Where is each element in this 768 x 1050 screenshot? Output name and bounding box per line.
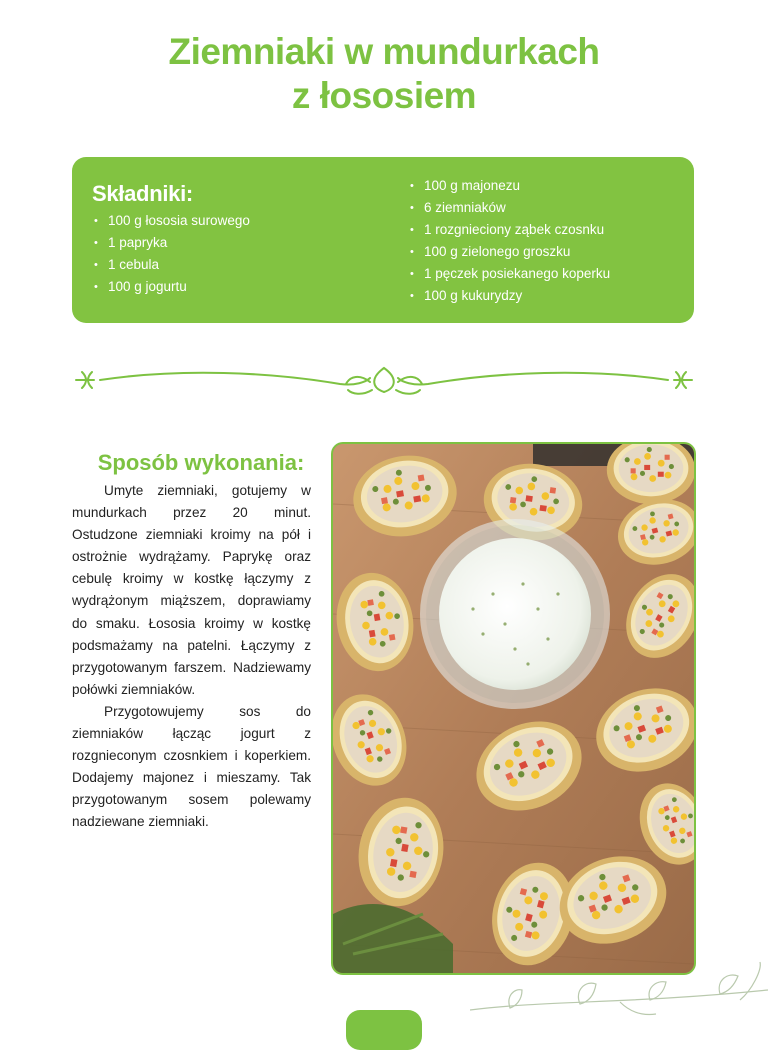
ingredients-heading: Składniki: bbox=[92, 181, 193, 206]
recipe-title-line-1: Ziemniaki w mundurkach bbox=[168, 31, 600, 72]
recipe-title-line-2: z łososiem bbox=[291, 75, 477, 116]
ingredients-box bbox=[72, 157, 694, 323]
ingredient-item: • 100 g jogurtu bbox=[92, 276, 250, 298]
ingredient-item: • 100 g łososia surowego bbox=[92, 210, 250, 232]
method-text bbox=[72, 480, 311, 834]
ingredient-item: • 1 rozgnieciony ząbek czosnku bbox=[408, 219, 610, 241]
ingredient-item: • 6 ziemniaków bbox=[408, 197, 610, 219]
ingredients-list-right bbox=[408, 175, 610, 307]
recipe-title bbox=[0, 30, 768, 118]
dish-photo bbox=[331, 442, 696, 975]
method-paragraph: Umyte ziemniaki, gotujemy w mundurkach przez 20 minut. Ostudzone ziemniaki kroimy na pół i ostrożnie wydrążamy. Paprykę oraz cebulę kroimy w kostkę łączymy z wydrążonym miąższem, doprawiamy do smaku. Łososia kroimy w kostkę podsmażamy na patelni. Łączymy z przygotowanym farszem. Nadziewamy połówki ziemniaków. bbox=[72, 483, 311, 697]
page-number-tab bbox=[346, 1010, 422, 1050]
ingredient-item: • 100 g zielonego groszku bbox=[408, 241, 610, 263]
ingredient-item: • 1 cebula bbox=[92, 254, 250, 276]
ingredients-list-left bbox=[92, 210, 250, 298]
ornament-divider-icon bbox=[70, 362, 698, 398]
leaf-sprig-decoration-icon bbox=[470, 960, 768, 1024]
stuffed-potatoes-illustration bbox=[333, 444, 694, 973]
ingredient-item: • 1 papryka bbox=[92, 232, 250, 254]
method-paragraph: Przygotowujemy sos do ziemniaków łącząc jogurt z rozgnieconym czosnkiem i koperkiem. Dodajemy majonez i mieszamy. Tak przygotowanym sosem polewamy nadziewane ziemniaki. bbox=[72, 703, 311, 830]
method-heading: Sposób wykonania: bbox=[97, 450, 305, 475]
ingredient-item: • 100 g kukurydzy bbox=[408, 285, 610, 307]
ingredient-item: • 1 pęczek posiekanego koperku bbox=[408, 263, 610, 285]
ingredient-item: • 100 g majonezu bbox=[408, 175, 610, 197]
